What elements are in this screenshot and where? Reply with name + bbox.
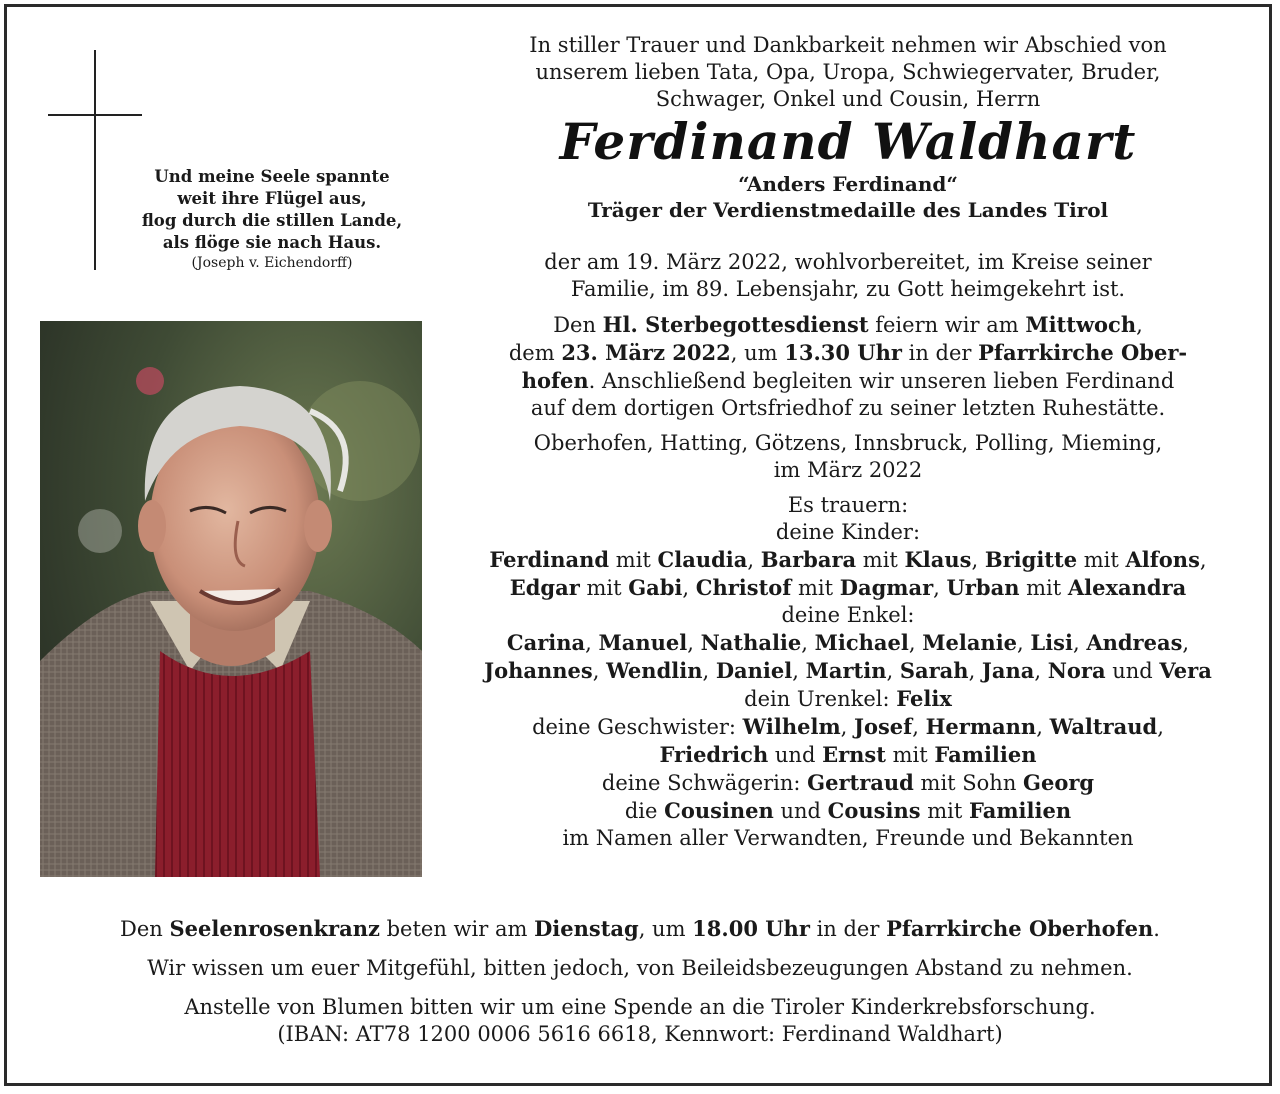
poem-line: Und meine Seele spannte bbox=[154, 167, 390, 186]
grandchild-name: Andreas bbox=[1086, 630, 1183, 655]
closing-line: im Namen aller Verwandten, Freunde und Bekannten bbox=[562, 826, 1134, 850]
main-text bbox=[448, 32, 1248, 852]
bottom-text bbox=[20, 915, 1260, 1048]
grandchild-name: Melanie bbox=[922, 630, 1018, 655]
grandchild-name: Carina bbox=[506, 630, 586, 655]
intro-line: In stiller Trauer und Dankbarkeit nehmen wir Abschied von bbox=[529, 33, 1167, 57]
grandchild-name: Nathalie bbox=[700, 630, 802, 655]
children-label: deine Kinder: bbox=[775, 520, 921, 544]
death-line: Familie, im 89. Lebensjahr, zu Gott heimgekehrt ist. bbox=[570, 277, 1126, 301]
poem-line: flog durch die stillen Lande, bbox=[141, 211, 403, 230]
sister-in-law-line: deine Schwägerin: Gertraud mit Sohn Georg bbox=[601, 770, 1095, 795]
siblings-line: Friedrich und Ernst mit Familien bbox=[659, 742, 1037, 767]
donation-line: Anstelle von Blumen bitten wir um eine Spende an die Tiroler Kinderkrebsforschung. bbox=[184, 995, 1096, 1019]
grandchildren-line: Carina, Manuel, Nathalie, Michael, Melanie, Lisi, Andreas, bbox=[506, 630, 1190, 655]
grandchild-name: Jana bbox=[981, 658, 1035, 683]
grandchildren-label: deine Enkel: bbox=[781, 603, 915, 627]
grandchild-name: Daniel bbox=[715, 658, 793, 683]
poem-line: als flöge sie nach Haus. bbox=[162, 233, 382, 252]
donation-line: (IBAN: AT78 1200 0006 5616 6618, Kennwort: Ferdinand Waldhart) bbox=[277, 1022, 1003, 1046]
grandchild-name: Wendlin bbox=[606, 658, 703, 683]
grandchild-name: Sarah bbox=[899, 658, 969, 683]
poem bbox=[112, 166, 432, 272]
places-line: Oberhofen, Hatting, Götzens, Innsbruck, Polling, Mieming, bbox=[533, 431, 1163, 455]
service-line: Den Hl. Sterbegottesdienst feiern wir am Mittwoch, bbox=[553, 312, 1143, 337]
grandchild-name: Johannes bbox=[484, 658, 593, 683]
condolence-line: Wir wissen um euer Mitgefühl, bitten jedoch, von Beileidsbezeugungen Abstand zu nehmen. bbox=[147, 956, 1133, 980]
honor: Träger der Verdienstmedaille des Landes Tirol bbox=[587, 198, 1109, 222]
nickname: “Anders Ferdinand“ bbox=[738, 172, 958, 196]
portrait-photo bbox=[40, 321, 422, 877]
mourners-intro: Es trauern: bbox=[787, 493, 909, 517]
death-line: der am 19. März 2022, wohlvorbereitet, im Kreise seiner bbox=[544, 250, 1152, 274]
intro-line: unserem lieben Tata, Opa, Uropa, Schwiegervater, Bruder, bbox=[535, 60, 1161, 84]
service-line: hofen. Anschließend begleiten wir unseren lieben Ferdinand bbox=[521, 368, 1175, 393]
grandchild-name: Manuel bbox=[598, 630, 688, 655]
grandchild-name: Martin bbox=[805, 658, 887, 683]
deceased-name: Ferdinand Waldhart bbox=[559, 112, 1137, 171]
cousins-line: die Cousinen und Cousins mit Familien bbox=[624, 798, 1072, 823]
grandchildren-line: Johannes, Wendlin, Daniel, Martin, Sarah, Jana, Nora und Vera bbox=[484, 658, 1212, 683]
poem-line: weit ihre Flügel aus, bbox=[177, 189, 367, 208]
service-line: dem 23. März 2022, um 13.30 Uhr in der Pfarrkirche Ober- bbox=[508, 340, 1188, 365]
grandchild-name: Michael bbox=[814, 630, 909, 655]
children-line: Edgar mit Gabi, Christof mit Dagmar, Urban mit Alexandra bbox=[509, 575, 1187, 600]
poem-citation: (Joseph v. Eichendorff) bbox=[191, 255, 353, 271]
grandchild-name: Lisi bbox=[1030, 630, 1073, 655]
rosary-line: Den Seelenrosenkranz beten wir am Dienstag, um 18.00 Uhr in der Pfarrkirche Oberhofen. bbox=[120, 916, 1160, 941]
intro-line: Schwager, Onkel und Cousin, Herrn bbox=[655, 87, 1041, 111]
service-line: auf dem dortigen Ortsfriedhof zu seiner letzten Ruhestätte. bbox=[530, 396, 1166, 420]
siblings-line: deine Geschwister: Wilhelm, Josef, Hermann, Waltraud, bbox=[532, 714, 1164, 739]
grandchild-name: Vera bbox=[1159, 658, 1212, 683]
grandchild-name: Nora bbox=[1047, 658, 1106, 683]
children-line: Ferdinand mit Claudia, Barbara mit Klaus, Brigitte mit Alfons, bbox=[489, 547, 1207, 572]
places-line: im März 2022 bbox=[773, 458, 923, 482]
great-grandchild-line: dein Urenkel: Felix bbox=[744, 686, 952, 711]
